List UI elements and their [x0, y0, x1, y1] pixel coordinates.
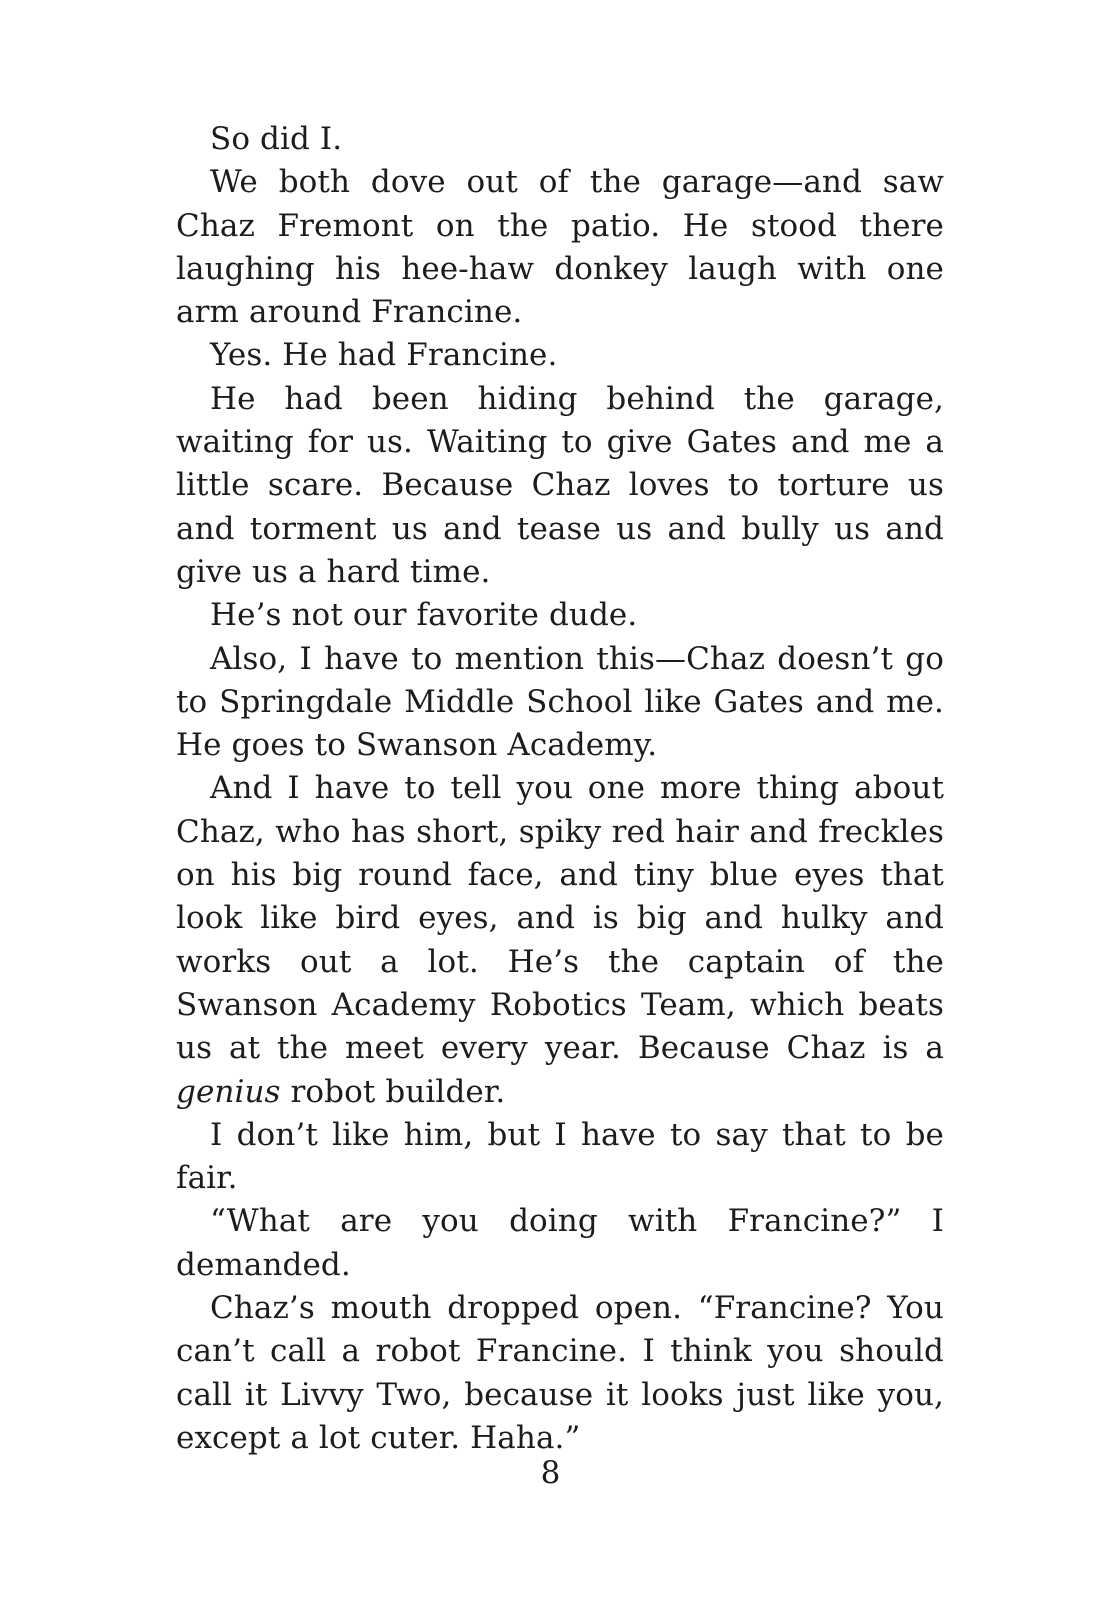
page-number: 8 — [540, 1455, 561, 1491]
paragraph-4: He had been hiding behind the garage, waiting for us. Waiting to give Gates and me a little scare. Because Chaz loves to torture us and torment us and tease us and bully us and give us a hard time. — [176, 380, 944, 590]
paragraph-6: Also, I have to mention this—Chaz doesn’t go to Springdale Middle School like Gates and me. He goes to Swanson Academy. — [176, 640, 944, 764]
paragraph-1: So did I. — [210, 121, 343, 157]
paragraph-2: We both dove out of the garage—and saw Chaz Fremont on the patio. He stood there laughing his hee-haw donkey laugh with one arm around Francine. — [176, 164, 944, 331]
paragraph-10: Chaz’s mouth dropped open. “Francine? You can’t call a robot Francine. I think you should call it Livvy Two, because it looks just like you, except a lot cuter. Haha.” — [176, 1290, 944, 1456]
paragraph-8: I don’t like him, but I have to say that to be fair. — [176, 1116, 944, 1197]
book-page-text — [176, 118, 944, 1518]
emphasized-word: genius — [176, 1073, 281, 1110]
paragraph-7-text: And I have to tell you one more thing about Chaz, who has short, spiky red hair and freckles on his big round face, and tiny blue eyes that look like bird eyes, and is big and hulky and works out a lot. He’s the captain of the Swanson Academy Robotics Team, which beats us at the meet every year. Because Chaz is a — [176, 770, 944, 1067]
paragraph-5: He’s not our favorite dude. — [210, 597, 638, 634]
paragraph-3: Yes. He had Francine. — [210, 337, 558, 374]
paragraph-9: “What are you doing with Francine?” I demanded. — [176, 1203, 944, 1283]
paragraph-7-tail: robot builder. — [280, 1073, 506, 1110]
paragraph-7 — [176, 767, 944, 1113]
